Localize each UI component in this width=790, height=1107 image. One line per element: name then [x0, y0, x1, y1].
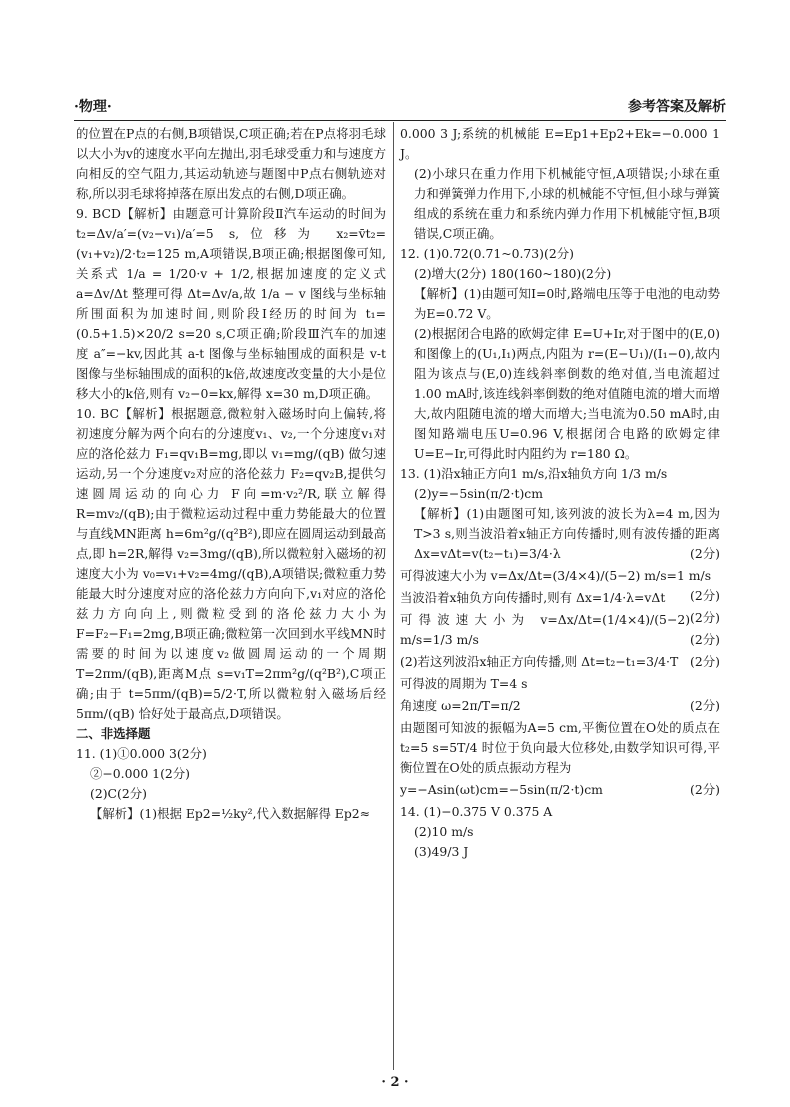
points: (2分) — [690, 546, 720, 561]
equation — [400, 652, 720, 672]
text: 角速度 ω=2π/T=π/2 — [400, 698, 521, 713]
answer-13-1: 13. (1)沿x轴正方向1 m/s,沿x轴负方向 1/3 m/s — [400, 466, 668, 481]
text: 【解析】(1)由题图可知,该列波的波长为λ=4 m,因为T>3 s,则当波沿着x轴正方向传播时,则有波传播的距离 Δx=vΔt=v(t₂−t₁)=3/4·λ — [414, 506, 720, 561]
points: (2分) — [690, 698, 720, 713]
paragraph: 由题图可知波的振幅为A=5 cm,平衡位置在O处的质点在 t₂=5 s=5T/4 时位于负向最大位移处,由数学知识可得,平衡位置在O处的质点振动方程为 — [400, 720, 720, 775]
paragraph: 的位置在P点的右侧,B项错误,C项正确;若在P点将羽毛球以大小为v的速度水平向左抛出,羽毛球受重力和与速度方向相反的空气阻力,其运动轨迹与题图中P点右侧轨迹对称,所以羽毛球将掉落在原出发点的右侧,D项正确。 — [76, 126, 386, 201]
text: 可得波速大小为 v=Δx/Δt=(3/4×4)/(5−2) m/s=1 m/s — [400, 568, 712, 583]
equation — [400, 588, 720, 625]
equation — [400, 610, 720, 650]
analysis-11: 【解析】(1)根据 Ep2=½ky²,代入数据解得 Ep2≈ — [90, 806, 371, 821]
text: y=−Asin(ωt)cm=−5sin(π/2·t)cm — [400, 782, 603, 797]
answer-10: 10. BC【解析】根据题意,微粒射入磁场时向上偏转,将初速度分解为两个向右的分速度v₁、v₂,一个分速度v₁对应的洛伦兹力 F₁=qv₁B=mg,即以 v₁=mg/(qB) 做匀速运动,另一个分速度v₂对应的洛伦兹力 F₂=qv₂B,提供匀速圆周运动的向心力 F向=m·v₂²/R,联立解得 R=mv₂/(qB);由于微粒运动过程中重力势能最大的位置与直线MN距离 h=6m²g/(q²B²),即应在圆周运动到最高点,即 h=2R,解得 v₂=3mg/(qB),所以微粒射入磁场的初速度大小为 v₀=v₁+v₂=4mg/(qB),A项错误;微粒重力势能最大时分速度对应的洛伦兹力方向向下,v₁对应的洛伦兹力方向向上,则微粒受到的洛伦兹力大小为 F=F₂−F₁=2mg,B项正确;微粒第一次回到水平线MN时需要的时间为以速度v₂做圆周运动的一个周期 T=2πm/(qB),距离M点 s=v₁T=2πm²g/(q²B²),C项正确;由于 t=5πm/(qB)=5/2·T,所以微粒射入磁场后经 5πm/(qB) 恰好处于最高点,D项错误。 — [76, 406, 386, 721]
points: (2分) — [690, 632, 720, 647]
analysis-12-2: (2)根据闭合电路的欧姆定律 E=U+Ir,对于图中的(E,0)和图像上的(U₁,I₁)两点,内阻为 r=(E−U₁)/(I₁−0),故内阻为该点与(E,0)连线斜率倒数的绝对值,当电流超过1.00 mA时,该连线斜率倒数的绝对值随电流的增大而增大,故内阻随电流的增大而增大;当电流为0.50 mA时,由图知路端电压U=0.96 V,根据闭合电路的欧姆定律 U=E−Ir,可得此时内阻约为 r=180 Ω。 — [414, 326, 720, 461]
text: 当波沿着x轴负方向传播时,则有 Δx=1/4·λ=vΔt — [400, 590, 666, 605]
paragraph: (2)小球只在重力作用下机械能守恒,A项错误;小球在重力和弹簧弹力作用下,小球的机械能不守恒,但小球与弹簧组成的系统在重力和系统内弹力作用下机械能守恒,B项错误,C项正确。 — [414, 166, 720, 241]
text: (2)若这列波沿x轴正方向传播,则 Δt=t₂−t₁=3/4·T — [400, 654, 679, 669]
answer-12-1: 12. (1)0.72(0.71~0.73)(2分) — [400, 246, 574, 261]
points: (2分) — [690, 610, 720, 625]
answer-13-2: (2)y=−5sin(π/2·t)cm — [414, 486, 543, 501]
left-column — [76, 124, 386, 824]
points: (2分) — [690, 588, 720, 603]
answer-9: 9. BCD【解析】由题意可计算阶段Ⅱ汽车运动的时间为 t₂=Δv/a′=(v₂−v₁)/a′=5 s,位移为 x₂=v̄t₂=(v₁+v₂)/2·t₂=125 m,A项错误,B项正确;根据图像可知,关系式 1/a = 1/20·v + 1/2,根据加速度的定义式 a=Δv/Δt 整理可得 Δt=Δv/a,故 1/a − v 图线与坐标轴所围面积为加速时间,则阶段Ⅰ经历的时间为 t₁=(0.5+1.5)×20/2 s=20 s,C项正确;阶段Ⅲ汽车的加速度 a″=−kv,因此其 a-t 图像与坐标轴围成的面积是 v-t 图像与坐标轴围成的面积的k倍,故速度改变量的大小是位移大小的k倍,则有 v₂−0=kx,解得 x=30 m,D项正确。 — [76, 206, 386, 401]
points: (2分) — [690, 782, 720, 797]
page-header — [74, 96, 726, 118]
page-number: · 2 · — [381, 1075, 409, 1090]
analysis-12-1: 【解析】(1)由题可知I=0时,路端电压等于电池的电动势为E=0.72 V。 — [414, 286, 720, 321]
section-heading: 二、非选择题 — [76, 726, 151, 741]
answer-14-3: (3)49/3 J — [414, 844, 469, 859]
right-column — [400, 124, 720, 862]
header-rule — [74, 120, 726, 121]
answer-14-1: 14. (1)−0.375 V 0.375 A — [400, 804, 553, 819]
equation — [400, 780, 720, 800]
paragraph: 0.000 3 J;系统的机械能 E=Ep1+Ep2+Ek=−0.000 1 J。 — [400, 126, 720, 161]
answer-14-2: (2)10 m/s — [414, 824, 474, 839]
equation — [400, 696, 720, 716]
points: (2分) — [690, 654, 720, 669]
analysis-13-1 — [400, 504, 720, 564]
answer-11-3: (2)C(2分) — [90, 786, 147, 801]
text: 可得波速大小为 v=Δx/Δt=(1/4×4)/(5−2) m/s=1/3 m/s — [400, 612, 691, 647]
column-divider — [393, 122, 394, 1070]
answer-12-2: (2)增大(2分) 180(160~180)(2分) — [414, 266, 612, 281]
answer-11-2: ②−0.000 1(2分) — [90, 766, 191, 781]
subject-label: ·物理· — [74, 99, 112, 115]
equation: 可得波的周期为 T=4 s — [400, 676, 528, 691]
answer-11-1: 11. (1)①0.000 3(2分) — [76, 746, 207, 761]
header-title: 参考答案及解析 — [628, 99, 726, 115]
